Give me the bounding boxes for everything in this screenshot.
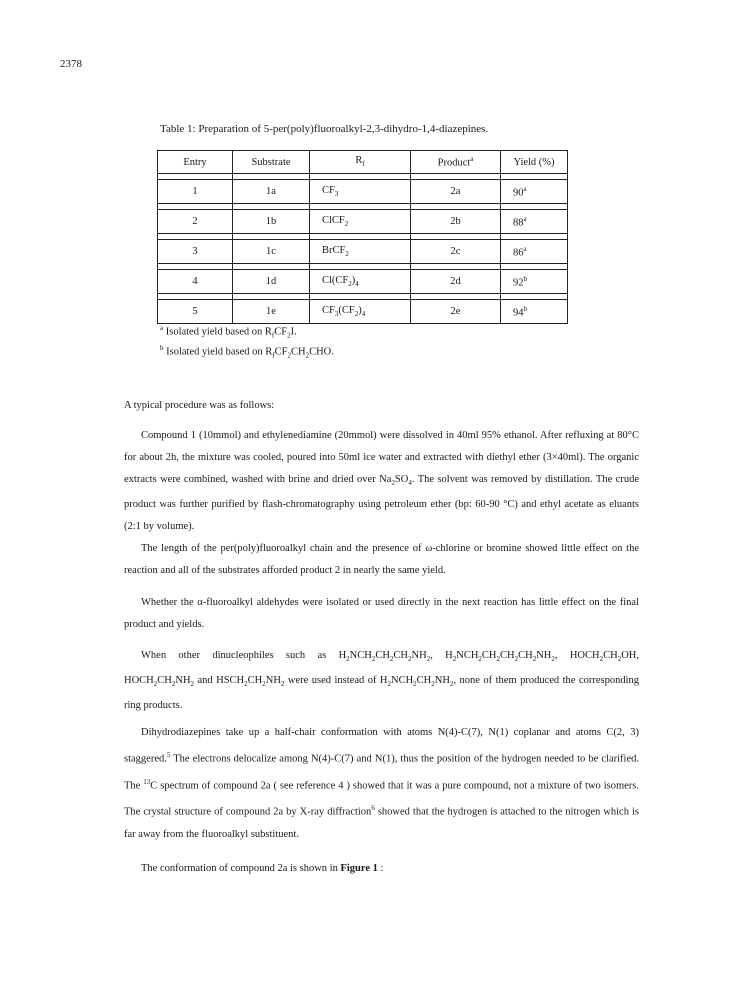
header-yield: Yield (%) xyxy=(501,151,568,174)
paragraph-figure-ref: The conformation of compound 2a is shown in Figure 1 : xyxy=(141,863,384,874)
substrate-cell: 1d xyxy=(233,270,310,294)
table-row xyxy=(158,270,568,294)
rf-cell: ClCF$_2$ xyxy=(310,210,411,234)
paragraph-dinucleophiles: When other dinucleophiles such as $H_2NCH_2CH_2CH_2NH_2$, $H_2NCH_2CH_2CH_2CH_2NH_2$, $HOCH_2CH_2OH$, $HOCH_2CH_2NH_2$ and $HSCH_2CH_2NH_2$ were used instead of $H_2NCH_2CH_2NH_2$, none of them produced the corresponding ring products. xyxy=(124,650,640,712)
entry-cell: 4 xyxy=(158,270,233,294)
substrate-cell: 1e xyxy=(233,300,310,324)
paragraph-procedure-intro: A typical procedure was as follows: xyxy=(124,400,275,411)
substrate-cell: 1a xyxy=(233,180,310,204)
table-row xyxy=(158,210,568,234)
product-cell: 2b xyxy=(411,210,501,234)
substrate-cell: 1b xyxy=(233,210,310,234)
paragraph-chain-length: The length of the per(poly)fluoroalkyl chain and the presence of ω-chlorine or bromine showed little effect on the reaction and all of the substrates afforded product 2 in nearly the same yield. xyxy=(124,543,639,576)
paragraph-procedure: Compound 1 (10mmol) and ethylenediamine (20mmol) were dissolved in 40ml 95% ethanol. After refluxing at 80°C for about 2h, the mixture was cooled, poured into 50ml ice water and extracted with diethyl ether (3×40ml). The organic extracts were combined, washed with brine and dried over $Na_2SO_4$. The solvent was removed by distillation. The crude product was further purified by flash-chromatography using petroleum ether (bp: 60-90 °C) and ethyl acetate as eluants (2:1 by volume). xyxy=(124,430,639,533)
rf-cell: $CF_3(CF_2)_4$ xyxy=(310,300,411,324)
yield-cell: 88$^a$ xyxy=(501,210,568,234)
entry-cell: 2 xyxy=(158,210,233,234)
product-cell: 2d xyxy=(411,270,501,294)
page-number: 2378 xyxy=(60,58,82,70)
results-table xyxy=(157,150,568,324)
table-caption: Table 1: Preparation of 5-per(poly)fluoroalkyl-2,3-dihydro-1,4-diazepines. xyxy=(160,123,489,135)
yield-cell: 90$^a$ xyxy=(501,180,568,204)
footnote-a: $^a$ Isolated yield based on $R_fCF_2I$. xyxy=(160,324,297,340)
entry-cell: 3 xyxy=(158,240,233,264)
product-cell: 2a xyxy=(411,180,501,204)
table-header-row xyxy=(158,151,568,174)
entry-cell: 5 xyxy=(158,300,233,324)
paragraph-aldehydes: Whether the α-fluoroalkyl aldehydes were isolated or used directly in the next reaction has little effect on the final product and yields. xyxy=(124,597,639,630)
yield-cell: 94$^b$ xyxy=(501,300,568,324)
table-row xyxy=(158,180,568,204)
paragraph-conformation: Dihydrodiazepines take up a half-chair conformation with atoms N(4)-C(7), N(1) coplanar and atoms C(2, 3) staggered.$^5$ The electrons delocalize among N(4)-C(7) and N(1), thus the position of the hydrogen needed to be clarified. The $^{13}$C spectrum of compound 2a ( see reference 4 ) showed that it was a pure compound, not a mixture of two isomers. The crystal structure of compound 2a by X-ray diffraction$^6$ showed that the hydrogen is attached to the nitrogen which is far away from the fluoroalkyl substituent. xyxy=(124,727,640,840)
table-row xyxy=(158,240,568,264)
entry-cell: 1 xyxy=(158,180,233,204)
header-rf: $R_f$ xyxy=(310,151,411,174)
substrate-cell: 1c xyxy=(233,240,310,264)
rf-cell: BrCF$_2$ xyxy=(310,240,411,264)
table-row xyxy=(158,300,568,324)
footnote-b: $^b$ Isolated yield based on $R_fCF_2CH_2CHO$. xyxy=(160,344,334,360)
yield-cell: 86$^a$ xyxy=(501,240,568,264)
product-cell: 2e xyxy=(411,300,501,324)
header-product: Product$^a$ xyxy=(411,151,501,174)
header-entry: Entry xyxy=(158,151,233,174)
yield-cell: 92$^b$ xyxy=(501,270,568,294)
header-substrate: Substrate xyxy=(233,151,310,174)
rf-cell: $CF_3$ xyxy=(310,180,411,204)
rf-cell: $Cl(CF_2)_4$ xyxy=(310,270,411,294)
product-cell: 2c xyxy=(411,240,501,264)
